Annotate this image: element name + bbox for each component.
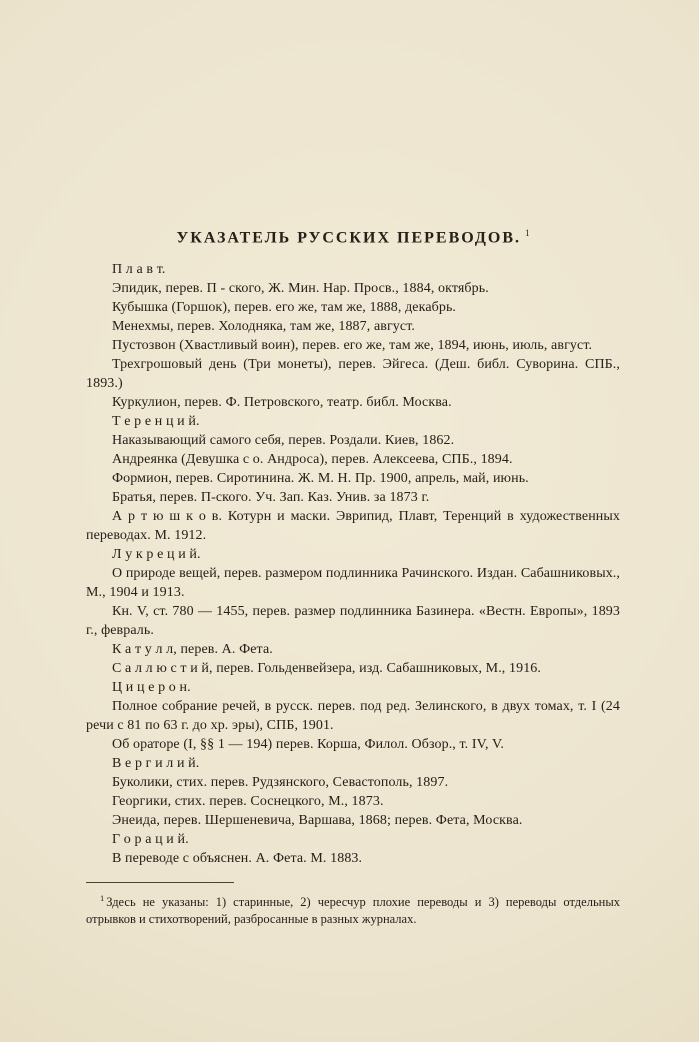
- index-entry: Георгики, стих. перев. Соснецкого, М., 1873.: [112, 794, 384, 810]
- index-entry: Кн. V, ст. 780 — 1455, перев. размер подлинника Базинера. «Вестн. Европы», 1893 г., февраль.: [86, 604, 620, 639]
- index-entry: Пустозвон (Хвастливый воин), перев. его же, там же, 1894, июнь, июль, август.: [112, 338, 593, 354]
- title-footnote-ref: 1: [525, 228, 530, 238]
- author-heading-cicero: Ц и ц е р о н.: [112, 680, 191, 696]
- author-heading-horace: Г о р а ц и й.: [112, 832, 189, 848]
- footnote-text: [86, 890, 620, 928]
- index-entry: Наказывающий самого себя, перев. Роздали. Киев, 1862.: [112, 433, 455, 449]
- entry-sallust: С а л л ю с т и й, перев. Гольденвейзера, изд. Сабашниковых, М., 1916.: [112, 661, 542, 677]
- index-entry: Менехмы, перев. Холодняка, там же, 1887, август.: [112, 319, 415, 335]
- page-title: [86, 228, 620, 247]
- index-entry: Энеида, перев. Шершеневича, Варшава, 1868; перев. Фета, Москва.: [112, 813, 523, 829]
- index-entry: Братья, перев. П-ского. Уч. Зап. Каз. Унив. за 1873 г.: [112, 490, 430, 506]
- footnote-separator: [86, 882, 234, 883]
- index-entry: Об ораторе (I, §§ 1 — 194) перев. Корша, Филол. Обзор., т. IV, V.: [112, 737, 504, 753]
- index-entry: О природе вещей, перев. размером подлинника Рачинского. Издан. Сабашниковых., М., 1904 и 1913.: [86, 566, 620, 601]
- footnote-body: Здесь не указаны: 1) старинные, 2) чересчур плохие переводы и 3) переводы отдельных отрывков и стихотворений, разбросанные в разных журналах.: [86, 895, 620, 927]
- index-content: [86, 228, 620, 928]
- footnote: [86, 882, 620, 928]
- entry-artyushkov: А р т ю ш к о в. Котурн и маски. Эврипид, Плавт, Теренций в художественных переводах. М. 1912.: [86, 509, 620, 544]
- author-heading-virgil: В е р г и л и й.: [112, 756, 200, 772]
- index-entry: Полное собрание речей, в русск. перев. под ред. Зелинского, в двух томах, т. I (24 речи с 81 по 63 г. до хр. эры), СПБ, 1901.: [86, 699, 620, 734]
- index-entry: Кубышка (Горшок), перев. его же, там же, 1888, декабрь.: [112, 300, 457, 316]
- author-heading-terence: Т е р е н ц и й.: [112, 414, 200, 430]
- index-entry: Формион, перев. Сиротинина. Ж. М. Н. Пр. 1900, апрель, май, июнь.: [112, 471, 529, 487]
- footnote-ref: 1: [100, 893, 105, 904]
- author-heading-plautus: П л а в т.: [112, 262, 166, 278]
- index-entry: Куркулион, перев. Ф. Петровского, театр. библ. Москва.: [112, 395, 452, 411]
- index-entry: Трехгрошовый день (Три монеты), перев. Эйгеса. (Деш. библ. Суворина. СПБ., 1893.): [86, 357, 620, 392]
- index-entry: Андреянка (Девушка с о. Андроса), перев. Алексеева, СПБ., 1894.: [112, 452, 513, 468]
- index-entry: Буколики, стих. перев. Рудзянского, Севастополь, 1897.: [112, 775, 449, 791]
- index-entry: В переводе с объяснен. А. Фета. М. 1883.: [112, 851, 363, 867]
- index-entry: Эпидик, перев. П - ского, Ж. Мин. Нар. Просв., 1884, октябрь.: [112, 281, 489, 297]
- entry-catullus: К а т у л л, перев. А. Фета.: [112, 642, 273, 658]
- author-heading-lucretius: Л у к р е ц и й.: [112, 547, 201, 563]
- page-title-text: УКАЗАТЕЛЬ РУССКИХ ПЕРЕВОДОВ.: [176, 229, 522, 247]
